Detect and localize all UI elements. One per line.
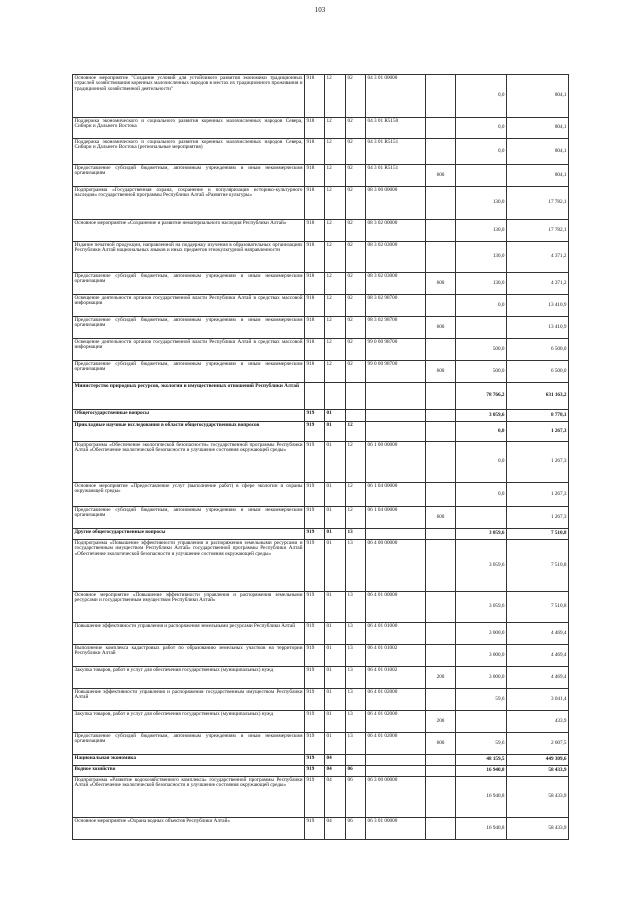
cell-target-article: 08 3 02 03000 [366, 273, 426, 295]
cell-description: Прикладные научные исследования в области общегосударственных вопросов [73, 422, 305, 442]
cell-amount-1: 59,6 [456, 733, 507, 755]
cell-amount-2: 4 371,2 [507, 273, 569, 295]
cell-section-code: 12 [325, 361, 346, 383]
cell-amount-2: 17 782,1 [507, 220, 569, 242]
cell-amount-1 [456, 317, 507, 339]
cell-ministry-code: 918 [305, 339, 325, 361]
cell-amount-1: 500,0 [456, 361, 507, 383]
cell-subsection-code: 02 [346, 118, 366, 139]
cell-target-article [366, 766, 426, 777]
cell-target-article: 08 3 02 98700 [366, 295, 426, 317]
cell-target-article: 06 3 01 00000 [366, 818, 426, 840]
cell-amount-2: 4 469,4 [507, 645, 569, 667]
cell-subsection-code [346, 383, 366, 410]
table-row [73, 410, 569, 422]
cell-amount-1: 0,0 [456, 442, 507, 483]
cell-amount-1 [456, 507, 507, 529]
cell-subsection-code: 02 [346, 139, 366, 165]
cell-amount-1: 130,0 [456, 242, 507, 273]
table-row [73, 623, 569, 645]
cell-expense-type: 200 [426, 667, 456, 689]
cell-amount-1: 0,0 [456, 75, 507, 118]
cell-ministry-code: 919 [305, 689, 325, 711]
cell-amount-2: 58 433,9 [507, 818, 569, 840]
cell-ministry-code: 919 [305, 422, 325, 442]
cell-subsection-code: 06 [346, 818, 366, 840]
cell-section-code: 01 [325, 483, 346, 507]
cell-ministry-code: 919 [305, 442, 325, 483]
cell-description: Предоставление субсидий бюджетным, автономным учреждениям и иным некоммерческим организациям [73, 317, 305, 339]
cell-target-article: 06 1 04 00000 [366, 507, 426, 529]
table-row [73, 165, 569, 187]
cell-subsection-code: 02 [346, 242, 366, 273]
cell-expense-type [426, 592, 456, 623]
cell-section-code: 04 [325, 755, 346, 766]
cell-subsection-code: 02 [346, 317, 366, 339]
cell-ministry-code: 919 [305, 711, 325, 733]
cell-amount-2: 7 510,8 [507, 529, 569, 540]
cell-expense-type [426, 540, 456, 592]
cell-amount-2: 631 163,2 [507, 383, 569, 410]
cell-expense-type: 600 [426, 317, 456, 339]
cell-expense-type [426, 689, 456, 711]
cell-description: Предоставление субсидий бюджетным, автономным учреждениям и иным некоммерческим организациям [73, 165, 305, 187]
cell-subsection-code: 02 [346, 295, 366, 317]
cell-ministry-code: 918 [305, 165, 325, 187]
table-row [73, 295, 569, 317]
cell-subsection-code: 13 [346, 540, 366, 592]
cell-amount-2: 7 510,8 [507, 592, 569, 623]
cell-expense-type [426, 242, 456, 273]
cell-subsection-code [346, 755, 366, 766]
cell-amount-2: 13 410,9 [507, 295, 569, 317]
cell-section-code: 12 [325, 317, 346, 339]
cell-ministry-code: 919 [305, 777, 325, 818]
cell-target-article [366, 410, 426, 422]
cell-ministry-code: 918 [305, 361, 325, 383]
cell-section-code: 12 [325, 75, 346, 118]
table-row [73, 75, 569, 118]
cell-target-article: 08 3 02 00000 [366, 220, 426, 242]
cell-section-code: 04 [325, 777, 346, 818]
cell-amount-2: 3 041,4 [507, 689, 569, 711]
cell-ministry-code: 918 [305, 75, 325, 118]
cell-amount-1: 3 059,6 [456, 540, 507, 592]
cell-expense-type: 600 [426, 507, 456, 529]
cell-amount-2: 804,1 [507, 139, 569, 165]
cell-target-article: 06 4 01 01000 [366, 623, 426, 645]
cell-subsection-code: 02 [346, 75, 366, 118]
cell-section-code: 12 [325, 242, 346, 273]
table-row [73, 766, 569, 777]
cell-section-code: 01 [325, 442, 346, 483]
cell-amount-1: 16 940,8 [456, 818, 507, 840]
cell-subsection-code: 13 [346, 592, 366, 623]
table-row [73, 667, 569, 689]
cell-expense-type: 600 [426, 273, 456, 295]
cell-ministry-code: 919 [305, 410, 325, 422]
cell-expense-type [426, 442, 456, 483]
cell-target-article: 08 3 02 03000 [366, 242, 426, 273]
cell-amount-2: 1 267,3 [507, 422, 569, 442]
cell-amount-2: 58 433,9 [507, 777, 569, 818]
cell-expense-type [426, 645, 456, 667]
table-row [73, 422, 569, 442]
cell-ministry-code: 919 [305, 540, 325, 592]
cell-description: Основное мероприятие «Охрана водных объектов Республики Алтай» [73, 818, 305, 840]
cell-description: Министерство природных ресурсов, экологии и имущественных отношений Республики Алтай [73, 383, 305, 410]
table-row [73, 777, 569, 818]
cell-target-article [366, 383, 426, 410]
cell-expense-type [426, 818, 456, 840]
cell-ministry-code: 919 [305, 645, 325, 667]
table-row [73, 540, 569, 592]
cell-ministry-code: 919 [305, 755, 325, 766]
table-row [73, 592, 569, 623]
table-row [73, 818, 569, 840]
cell-subsection-code: 13 [346, 667, 366, 689]
cell-subsection-code: 02 [346, 165, 366, 187]
cell-target-article: 06 4 01 01002 [366, 667, 426, 689]
cell-target-article: 06 3 00 00000 [366, 777, 426, 818]
table-row [73, 483, 569, 507]
cell-subsection-code: 02 [346, 339, 366, 361]
table-row [73, 139, 569, 165]
table-row [73, 529, 569, 540]
cell-section-code: 01 [325, 529, 346, 540]
cell-section-code: 12 [325, 165, 346, 187]
cell-subsection-code: 13 [346, 689, 366, 711]
table-row [73, 118, 569, 139]
cell-description: Подпрограмма «Развитие водохозяйственного комплекса» государственной программы Республики Алтай «Обеспечение экологической безопасности и улучшение состояния окружающей среды» [73, 777, 305, 818]
table-row [73, 383, 569, 410]
cell-amount-2: 804,1 [507, 165, 569, 187]
cell-ministry-code: 919 [305, 507, 325, 529]
table-row [73, 361, 569, 383]
cell-expense-type [426, 410, 456, 422]
table-row [73, 273, 569, 295]
cell-amount-1: 3 059,6 [456, 592, 507, 623]
cell-description: Подпрограмма «Обеспечение экологической безопасности» государственной программы Республики Алтай «Обеспечение экологической безопасности и улучшение состояния окружающей среды» [73, 442, 305, 483]
cell-expense-type [426, 220, 456, 242]
cell-amount-1: 500,0 [456, 339, 507, 361]
cell-section-code: 12 [325, 295, 346, 317]
cell-ministry-code: 919 [305, 592, 325, 623]
cell-subsection-code [346, 410, 366, 422]
cell-ministry-code: 919 [305, 623, 325, 645]
cell-target-article: 99 0 00 98700 [366, 339, 426, 361]
cell-subsection-code: 06 [346, 777, 366, 818]
cell-amount-1: 78 766,2 [456, 383, 507, 410]
cell-section-code: 12 [325, 187, 346, 220]
cell-amount-1: 16 940,8 [456, 766, 507, 777]
cell-section-code: 12 [325, 220, 346, 242]
cell-expense-type: 200 [426, 711, 456, 733]
cell-amount-2: 1 267,3 [507, 483, 569, 507]
cell-ministry-code [305, 383, 325, 410]
cell-expense-type [426, 383, 456, 410]
cell-section-code: 12 [325, 139, 346, 165]
cell-description: Предоставление субсидий бюджетным, автономным учреждениям и иным некоммерческим организациям [73, 507, 305, 529]
cell-amount-1 [456, 165, 507, 187]
cell-ministry-code: 918 [305, 317, 325, 339]
cell-amount-1: 0,0 [456, 295, 507, 317]
cell-section-code: 01 [325, 422, 346, 442]
cell-target-article [366, 755, 426, 766]
cell-section-code: 01 [325, 733, 346, 755]
cell-amount-1: 0,0 [456, 139, 507, 165]
cell-subsection-code: 13 [346, 529, 366, 540]
cell-section-code: 12 [325, 118, 346, 139]
cell-subsection-code: 02 [346, 273, 366, 295]
cell-target-article: 06 4 01 02000 [366, 711, 426, 733]
cell-amount-2: 8 778,1 [507, 410, 569, 422]
cell-target-article: 06 1 00 00000 [366, 442, 426, 483]
cell-ministry-code: 918 [305, 295, 325, 317]
cell-target-article: 08 3 02 98700 [366, 317, 426, 339]
cell-target-article: 04 3 01 R5151 [366, 165, 426, 187]
cell-description: Издание печатной продукции, направленной на поддержку изучения в образовательных организациях Республики Алтай национальных языков и иных предметов этнокультурной направленности [73, 242, 305, 273]
cell-section-code: 04 [325, 818, 346, 840]
table-row [73, 187, 569, 220]
cell-section-code: 01 [325, 667, 346, 689]
cell-amount-2: 58 433,9 [507, 766, 569, 777]
cell-description: Национальная экономика [73, 755, 305, 766]
cell-subsection-code: 13 [346, 645, 366, 667]
cell-target-article [366, 529, 426, 540]
cell-section-code: 01 [325, 711, 346, 733]
cell-expense-type [426, 187, 456, 220]
table-row [73, 220, 569, 242]
cell-expense-type: 600 [426, 361, 456, 383]
cell-subsection-code: 02 [346, 220, 366, 242]
table-row [73, 645, 569, 667]
cell-expense-type [426, 755, 456, 766]
cell-amount-2: 4 469,4 [507, 623, 569, 645]
cell-section-code: 01 [325, 623, 346, 645]
cell-target-article [366, 422, 426, 442]
cell-target-article: 06 4 00 00000 [366, 540, 426, 592]
cell-description: Предоставление субсидий бюджетным, автономным учреждениям и иным некоммерческим организациям [73, 361, 305, 383]
cell-subsection-code: 12 [346, 483, 366, 507]
cell-amount-1: 130,0 [456, 273, 507, 295]
cell-description: Водное хозяйство [73, 766, 305, 777]
cell-amount-1: 3 000,0 [456, 623, 507, 645]
cell-ministry-code: 919 [305, 766, 325, 777]
cell-section-code: 12 [325, 339, 346, 361]
cell-target-article: 06 1 04 00000 [366, 483, 426, 507]
cell-ministry-code: 918 [305, 187, 325, 220]
cell-section-code: 12 [325, 273, 346, 295]
cell-description: Подпрограмма «Государственная охрана, сохранение и популяризация историко-культурного наследия» государственной программы Республики Алтай «Развитие культуры» [73, 187, 305, 220]
cell-description: Закупка товаров, работ и услуг для обеспечения государственных (муниципальных) нужд [73, 667, 305, 689]
cell-expense-type [426, 295, 456, 317]
cell-expense-type [426, 118, 456, 139]
cell-amount-1: 48 159,5 [456, 755, 507, 766]
table-row [73, 733, 569, 755]
cell-target-article: 06 4 01 02000 [366, 689, 426, 711]
cell-ministry-code: 919 [305, 529, 325, 540]
cell-amount-2: 2 607,5 [507, 733, 569, 755]
table-row [73, 339, 569, 361]
cell-description: Освещение деятельности органов государственной власти Республики Алтай в средствах массовой информации [73, 295, 305, 317]
cell-expense-type: 600 [426, 733, 456, 755]
cell-target-article: 06 4 01 00000 [366, 592, 426, 623]
cell-amount-2: 7 510,8 [507, 540, 569, 592]
cell-section-code [325, 383, 346, 410]
cell-target-article: 04 3 01 R5150 [366, 118, 426, 139]
cell-ministry-code: 918 [305, 220, 325, 242]
cell-section-code: 04 [325, 766, 346, 777]
table-row [73, 442, 569, 483]
cell-amount-1: 130,0 [456, 187, 507, 220]
cell-description: Основное мероприятие «Сохранение и развитие нематериального наследия Республики Алтай» [73, 220, 305, 242]
cell-amount-1 [456, 711, 507, 733]
table-row [73, 755, 569, 766]
cell-amount-2: 804,1 [507, 75, 569, 118]
cell-section-code: 01 [325, 689, 346, 711]
cell-target-article: 06 4 01 02000 [366, 733, 426, 755]
cell-description: Основное мероприятие "Создание условий для устойчивого развития экономики традиционных отраслей хозяйствования коренных малочисленных народов в местах их традиционного проживания и традиционной хозяйственной деятельности" [73, 75, 305, 118]
table-row [73, 689, 569, 711]
cell-ministry-code: 919 [305, 733, 325, 755]
cell-amount-2: 449 309,6 [507, 755, 569, 766]
cell-description: Освещение деятельности органов государственной власти Республики Алтай в средствах массовой информации [73, 339, 305, 361]
table-row [73, 317, 569, 339]
cell-section-code: 01 [325, 592, 346, 623]
cell-subsection-code: 12 [346, 422, 366, 442]
budget-table [72, 74, 569, 840]
cell-target-article: 99 0 00 98700 [366, 361, 426, 383]
cell-target-article: 04 3 01 00000 [366, 75, 426, 118]
cell-amount-2: 1 267,3 [507, 507, 569, 529]
cell-amount-1: 130,0 [456, 220, 507, 242]
cell-description: Повышение эффективности управления и распоряжения земельными ресурсами Республики Алтай [73, 623, 305, 645]
cell-description: Предоставление субсидий бюджетным, автономным учреждениям и иным некоммерческим организациям [73, 273, 305, 295]
cell-amount-2: 433,9 [507, 711, 569, 733]
cell-ministry-code: 919 [305, 818, 325, 840]
cell-ministry-code: 918 [305, 118, 325, 139]
page-number: 103 [314, 6, 326, 14]
cell-subsection-code: 12 [346, 442, 366, 483]
cell-amount-2: 804,1 [507, 118, 569, 139]
cell-description: Поддержка экономического и социального развития коренных малочисленных народов Севера, Сибири и Дальнего Востока (региональные мероприятия) [73, 139, 305, 165]
cell-subsection-code: 02 [346, 187, 366, 220]
cell-description: Общегосударственные вопросы [73, 410, 305, 422]
cell-subsection-code: 13 [346, 623, 366, 645]
cell-expense-type [426, 623, 456, 645]
cell-ministry-code: 918 [305, 139, 325, 165]
cell-section-code: 01 [325, 410, 346, 422]
cell-description: Поддержка экономического и социального развития коренных малочисленных народов Севера, Сибири и Дальнего Востока [73, 118, 305, 139]
cell-ministry-code: 919 [305, 483, 325, 507]
cell-amount-1: 0,0 [456, 483, 507, 507]
cell-amount-1: 59,6 [456, 689, 507, 711]
cell-expense-type [426, 766, 456, 777]
cell-amount-1: 3 000,0 [456, 645, 507, 667]
cell-subsection-code: 02 [346, 361, 366, 383]
cell-description: Основное мероприятие «Предоставление услуг (выполнение работ) в сфере экологии и охраны окружающей среды» [73, 483, 305, 507]
cell-subsection-code: 06 [346, 766, 366, 777]
table-row [73, 507, 569, 529]
cell-amount-2: 4 469,4 [507, 667, 569, 689]
cell-amount-2: 1 267,3 [507, 442, 569, 483]
cell-expense-type [426, 529, 456, 540]
cell-ministry-code: 919 [305, 667, 325, 689]
cell-description: Повышение эффективности управления и распоряжения государственным имуществом Республики Алтай [73, 689, 305, 711]
cell-subsection-code: 12 [346, 507, 366, 529]
cell-ministry-code: 918 [305, 273, 325, 295]
cell-section-code: 01 [325, 540, 346, 592]
cell-amount-2: 4 371,2 [507, 242, 569, 273]
cell-subsection-code: 13 [346, 711, 366, 733]
cell-description: Другие общегосударственные вопросы [73, 529, 305, 540]
cell-amount-2: 17 782,1 [507, 187, 569, 220]
cell-target-article: 04 3 01 R5151 [366, 139, 426, 165]
cell-subsection-code: 13 [346, 733, 366, 755]
cell-description: Выполнение комплекса кадастровых работ по образованию земельных участков на территории Республики Алтай [73, 645, 305, 667]
cell-description: Основное мероприятие «Повышение эффективности управления и распоряжения земельными ресурсами и государственным имуществом Республики Алтай» [73, 592, 305, 623]
cell-target-article: 08 3 00 00000 [366, 187, 426, 220]
cell-description: Подпрограмма «Повышение эффективности управления и распоряжения земельными ресурсами и государственным имуществом Республики Алтай» государственной программы Республики Алтай «Обеспечение экологической безопасности и улучшение состояния окружающей среды» [73, 540, 305, 592]
cell-amount-1: 0,0 [456, 118, 507, 139]
cell-amount-1: 3 059,6 [456, 529, 507, 540]
cell-ministry-code: 918 [305, 242, 325, 273]
cell-amount-2: 6 500,0 [507, 339, 569, 361]
cell-description: Предоставление субсидий бюджетным, автономным учреждениям и иным некоммерческим организациям [73, 733, 305, 755]
cell-amount-1: 3 000,0 [456, 667, 507, 689]
cell-amount-2: 13 410,9 [507, 317, 569, 339]
cell-expense-type [426, 777, 456, 818]
cell-expense-type [426, 339, 456, 361]
cell-description: Закупка товаров, работ и услуг для обеспечения государственных (муниципальных) нужд [73, 711, 305, 733]
cell-amount-1: 0,0 [456, 422, 507, 442]
cell-expense-type: 600 [426, 165, 456, 187]
cell-target-article: 06 4 01 01002 [366, 645, 426, 667]
cell-expense-type [426, 75, 456, 118]
cell-expense-type [426, 483, 456, 507]
cell-amount-1: 16 940,8 [456, 777, 507, 818]
cell-amount-2: 6 500,0 [507, 361, 569, 383]
cell-expense-type [426, 422, 456, 442]
cell-section-code: 01 [325, 645, 346, 667]
table-row [73, 242, 569, 273]
cell-expense-type [426, 139, 456, 165]
cell-section-code: 01 [325, 507, 346, 529]
cell-amount-1: 3 059,6 [456, 410, 507, 422]
table-row [73, 711, 569, 733]
